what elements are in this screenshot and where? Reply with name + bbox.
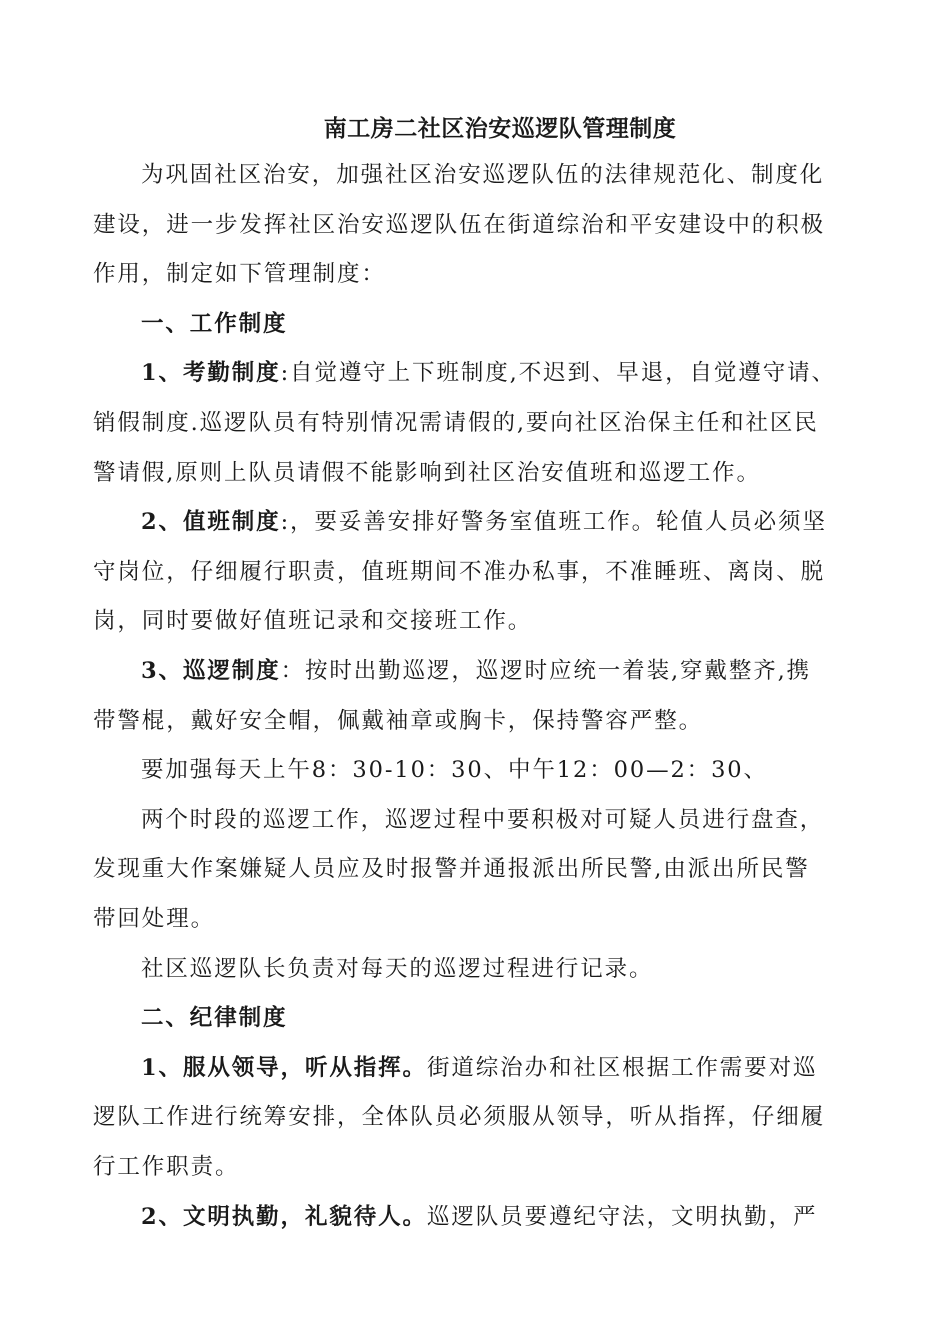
bold-heading: 一、工作制度 (141, 311, 288, 337)
line-text: 销假制度.巡逻队员有特别情况需请假的,要向社区治保主任和社区民 (93, 410, 819, 436)
line-text: 守岗位，仔细履行职责，值班期间不准办私事，不准睡班、离岗、脱 (93, 559, 826, 585)
text-line (93, 1152, 239, 1182)
line-text: 逻队工作进行统筹安排，全体队员必须服从领导，听从指挥，仔细履 (93, 1104, 826, 1130)
line-text: 两个时段的巡逻工作，巡逻过程中要积极对可疑人员进行盘查， (141, 807, 825, 833)
text-line (141, 656, 811, 686)
line-text: 作用，制定如下管理制度： (93, 261, 386, 287)
text-line (141, 1202, 817, 1232)
text-line (93, 904, 215, 934)
line-text: 行工作职责。 (93, 1154, 240, 1180)
text-line (141, 309, 287, 339)
line-text: 岗，同时要做好值班记录和交接班工作。 (93, 608, 533, 634)
bold-heading: 3、巡逻制度 (141, 658, 281, 684)
bold-heading: 二、纪律制度 (141, 1005, 288, 1031)
text-line (93, 210, 825, 240)
text-line (141, 805, 824, 835)
text-line (93, 557, 825, 587)
line-text: 建设，进一步发挥社区治安巡逻队伍在街道综治和平安建设中的积极 (93, 212, 826, 238)
text-line (141, 954, 653, 984)
line-text: 发现重大作案嫌疑人员应及时报警并通报派出所民警,由派出所民警 (93, 856, 810, 882)
line-text: 警请假,原则上队员请假不能影响到社区治安值班和巡逻工作。 (93, 460, 761, 486)
text-line (93, 458, 761, 488)
line-text: ：按时出勤巡逻，巡逻时应统一着装,穿戴整齐,携 (280, 658, 812, 684)
bold-heading: 2、文明执勤，礼貌待人。 (141, 1204, 427, 1230)
bold-heading: 1、服从领导，听从指挥。 (141, 1055, 427, 1081)
line-text: 为巩固社区治安，加强社区治安巡逻队伍的法律规范化、制度化 (141, 162, 825, 188)
text-line (141, 755, 768, 785)
text-line (93, 259, 386, 289)
text-line (141, 1053, 817, 1083)
text-line (141, 358, 836, 388)
line-text: 带回处理。 (93, 906, 216, 932)
text-line (141, 1003, 287, 1033)
text-line (93, 1102, 825, 1132)
text-line (93, 606, 532, 636)
document-title: 南工房二社区治安巡逻队管理制度 (323, 115, 677, 142)
bold-heading: 2、值班制度 (141, 509, 281, 535)
text-line (93, 854, 810, 884)
text-line (93, 706, 703, 736)
line-text: 带警棍，戴好安全帽，佩戴袖章或胸卡，保持警容严整。 (93, 708, 704, 734)
line-text: :自觉遵守上下班制度,不迟到、早退，自觉遵守请、 (280, 360, 836, 386)
bold-heading: 1、考勤制度 (141, 360, 281, 386)
text-line (93, 408, 819, 438)
text-line (141, 507, 827, 537)
line-text: 社区巡逻队长负责对每天的巡逻过程进行记录。 (141, 956, 654, 982)
line-text: 巡逻队员要遵纪守法，文明执勤，严 (426, 1204, 818, 1230)
line-text: 要加强每天上午8：30-10：30、中午12：00—2：30、 (141, 757, 768, 783)
text-line (141, 160, 824, 190)
line-text: 街道综治办和社区根据工作需要对巡 (426, 1055, 818, 1081)
line-text: :，要妥善安排好警务室值班工作。轮值人员必须坚 (280, 509, 827, 535)
